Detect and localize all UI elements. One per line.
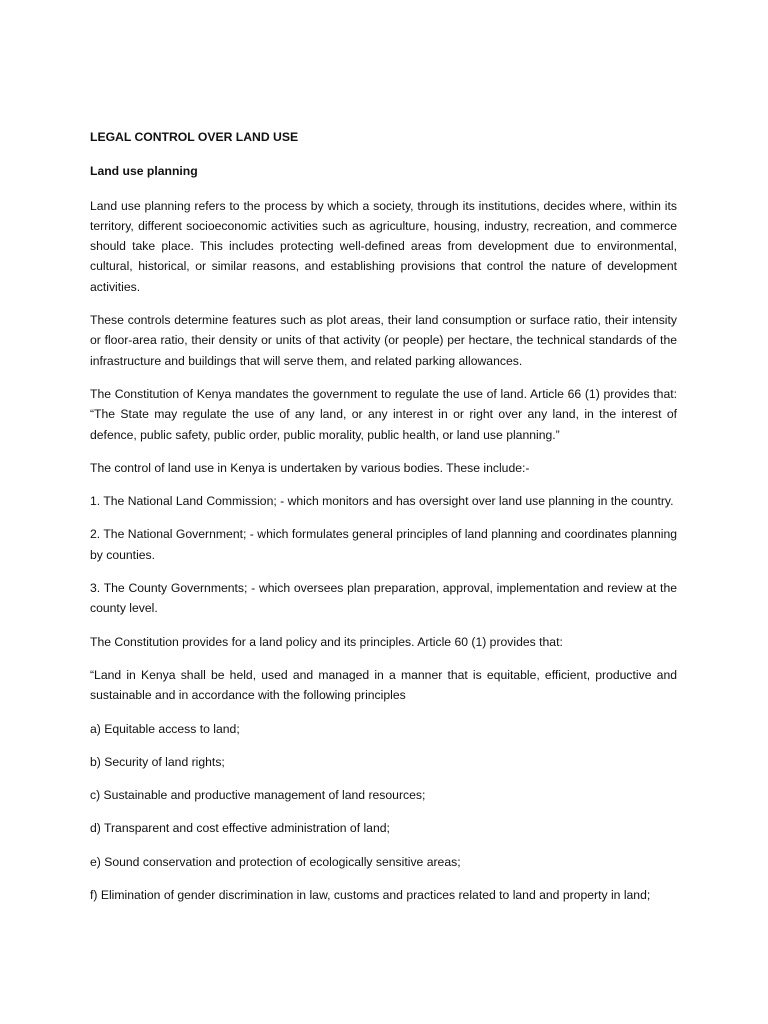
principle-item: f) Elimination of gender discrimination in law, customs and practices related to land and property in land;	[90, 888, 651, 903]
paragraph-definition: Land use planning refers to the process by which a society, through its institutions, decides where, within its territory, different socioeconomic activities such as agriculture, housing, industry, recreation, and commerce should take place. This includes protecting well-defined areas from development due to environmental, cultural, historical, or similar reasons, and establishing provisions that control the nature of development activities.	[90, 198, 677, 294]
document-page	[90, 127, 677, 918]
paragraph-bodies-intro: The control of land use in Kenya is undertaken by various bodies. These include:-	[90, 460, 530, 475]
principle-item: e) Sound conservation and protection of ecologically sensitive areas;	[90, 854, 461, 869]
document-title: LEGAL CONTROL OVER LAND USE	[90, 130, 299, 144]
list-item-county-governments: 3. The County Governments; - which oversees plan preparation, approval, implementation and review at the county level.	[90, 581, 677, 616]
paragraph-quote: “Land in Kenya shall be held, used and managed in a manner that is equitable, efficient, productive and sustainable and in accordance with the following principles	[90, 667, 677, 703]
paragraph-policy-intro: The Constitution provides for a land policy and its principles. Article 60 (1) provides that:	[90, 634, 563, 649]
paragraph-constitution: The Constitution of Kenya mandates the government to regulate the use of land. Article 66 (1) provides that: “The State may regulate the use of any land, or any interest in or right over any land, in the interest of defence, public safety, public order, public morality, public health, or land use planning.”	[90, 386, 677, 442]
principle-item: a) Equitable access to land;	[90, 721, 240, 736]
principle-item: c) Sustainable and productive management of land resources;	[90, 788, 426, 803]
list-item-national-land-commission: 1. The National Land Commission; - which monitors and has oversight over land use planning in the country.	[90, 494, 674, 509]
list-item-national-government: 2. The National Government; - which formulates general principles of land planning and coordinates planning by counties.	[90, 527, 677, 562]
principle-item: b) Security of land rights;	[90, 754, 225, 769]
section-heading: Land use planning	[90, 164, 198, 179]
principle-item: d) Transparent and cost effective administration of land;	[90, 821, 390, 836]
paragraph-controls: These controls determine features such as plot areas, their land consumption or surface ratio, their intensity or floor-area ratio, their density or units of that activity (or people) per hectare, the technical standards of the infrastructure and buildings that will serve them, and related parking allowances.	[90, 313, 677, 368]
